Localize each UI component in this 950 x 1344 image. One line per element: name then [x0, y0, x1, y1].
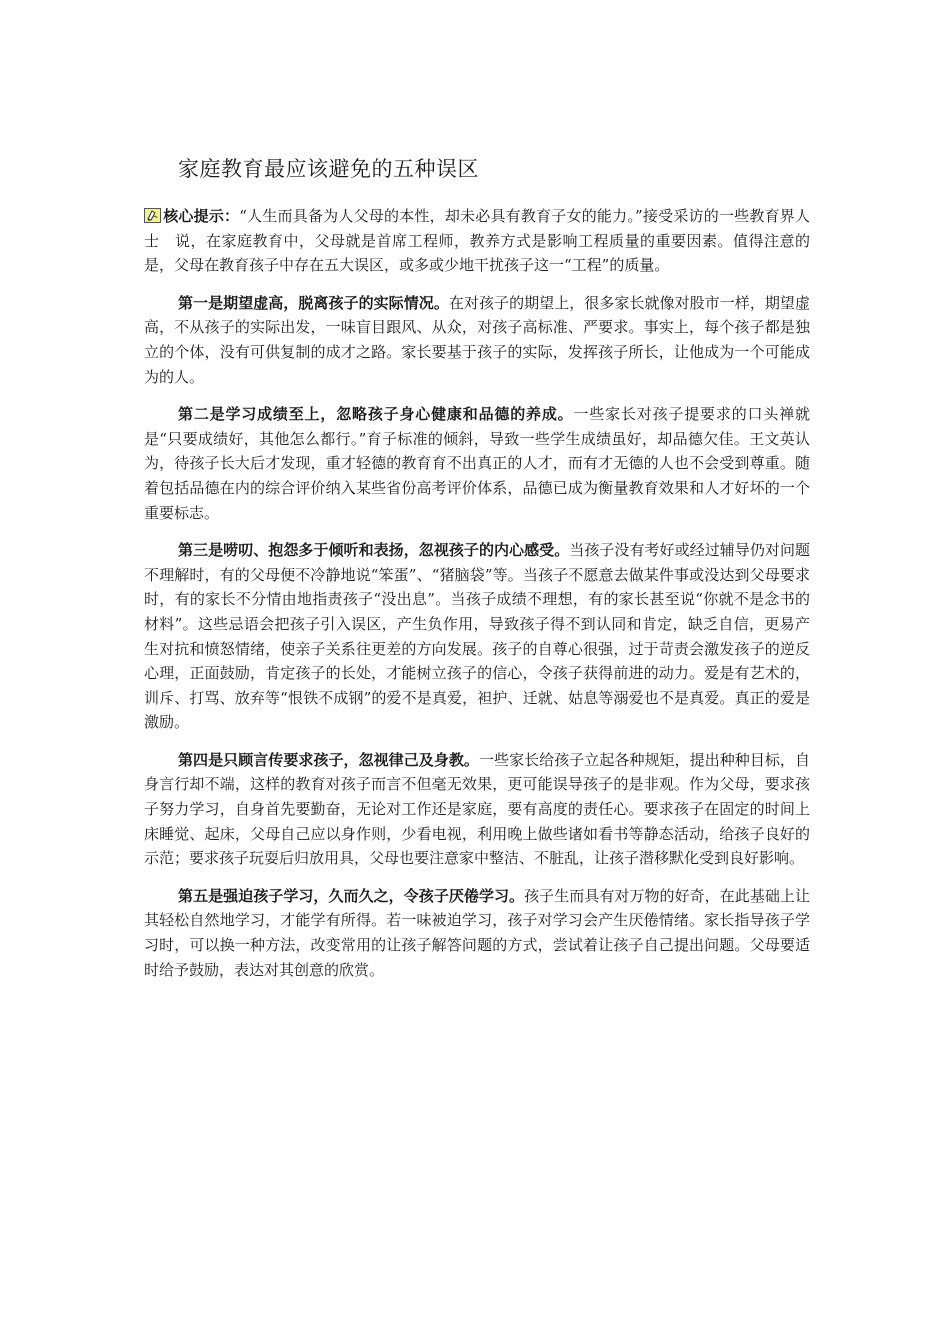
section-lead-4: 第四是只顾言传要求孩子，忽视律己及身教。 [178, 750, 479, 769]
core-tip-text: “人生而具备为人父母的本性，却未必具有教育子女的能力。”接受采访的一些教育界人士 说，在家庭教育中，父母就是首席工程师，教养方式是影响工程质量的重要因素。值得注意的是，父母在教育孩子中存在五大误区，或多或少地干扰孩子这一“工程”的质量。 [144, 207, 810, 275]
document-body [144, 204, 810, 995]
core-tip-paragraph [144, 204, 810, 278]
section-lead-2: 第二是学习成绩至上，忽略孩子身心健康和品德的养成。 [178, 405, 574, 424]
section-paragraph-5 [144, 884, 810, 982]
section-text-5: 孩子生而具有对万物的好奇，在此基础上让其轻松自然地学习，才能学有所得。若一味被迫学习，孩子对学习会产生厌倦情绪。家长指导孩子学习时，可以换一种方法，改变常用的让孩子解答问题的方式，尝试着让孩子自己提出问题。父母要适时给予鼓励，表达对其创意的欣赏。 [144, 886, 810, 979]
section-text-3: 当孩子没有考好或经过辅导仍对问题不理解时，有的父母便不冷静地说“笨蛋”、“猪脑袋”等。当孩子不愿意去做某件事或没达到父母要求时，有的家长不分情由地指责孩子“没出息”。当孩子成绩不理想，有的家长甚至说“你就不是念书的材料”。这些忌语会把孩子引入误区，产生负作用，导致孩子得不到认同和肯定，缺乏自信，更易产生对抗和愤怒情绪，使亲子关系往更差的方向发展。孩子的自尊心很强，过于苛责会激发孩子的逆反心理，正面鼓励，肯定孩子的长处，才能树立孩子的信心，令孩子获得前进的动力。爱是有艺术的，训斥、打骂、放弃等“恨铁不成钢”的爱不是真爱，袒护、迁就、姑息等溺爱也不是真爱。真正的爱是激励。 [144, 541, 810, 732]
section-lead-3: 第三是唠叨、抱怨多于倾听和表扬，忽视孩子的内心感受。 [178, 541, 570, 560]
note-icon [144, 208, 161, 223]
section-lead-1: 第一是期望虚高，脱离孩子的实际情况。 [178, 293, 449, 312]
section-paragraph-2 [144, 402, 810, 525]
section-text-4: 一些家长给孩子立起各种规矩，提出种种目标，自身言行却不端，这样的教育对孩子而言不但毫无效果，更可能误导孩子的是非观。作为父母，要求孩子努力学习，自身首先要勤奋，无论对工作还是家庭，要有高度的责任心。要求孩子在固定的时间上床睡觉、起床，父母自己应以身作则，少看电视，利用晚上做些诸如看书等静态活动，给孩子良好的示范；要求孩子玩耍后归放用具，父母也要注意家中整洁、不脏乱，让孩子潜移默化受到良好影响。 [144, 750, 810, 868]
section-text-2: 一些家长对孩子提要求的口头禅就是“只要成绩好，其他怎么都行。”育子标准的倾斜，导致一些学生成绩虽好，却品德欠佳。王文英认为，待孩子长大后才发现，重才轻德的教育育不出真正的人才，而有才无德的人也不会受到尊重。随着包括品德在内的综合评价纳入某些省份高考评价体系，品德已成为衡量教育效果和人才好坏的一个重要标志。 [144, 405, 810, 522]
document-title: 家庭教育最应该避免的五种误区 [178, 157, 479, 181]
section-paragraph-4 [144, 748, 810, 871]
section-paragraph-3 [144, 538, 810, 735]
section-paragraph-1 [144, 291, 810, 389]
section-text-1: 在对孩子的期望上，很多家长就像对股市一样，期望虚高，不从孩子的实际出发，一味盲目跟风、从众，对孩子高标准、严要求。事实上，每个孩子都是独立的个体，没有可供复制的成才之路。家长要基于孩子的实际，发挥孩子所长，让他成为一个可能成为的人。 [144, 293, 810, 386]
section-lead-5: 第五是强迫孩子学习，久而久之，令孩子厌倦学习。 [178, 886, 525, 905]
core-tip-label: 核心提示： [163, 207, 240, 225]
